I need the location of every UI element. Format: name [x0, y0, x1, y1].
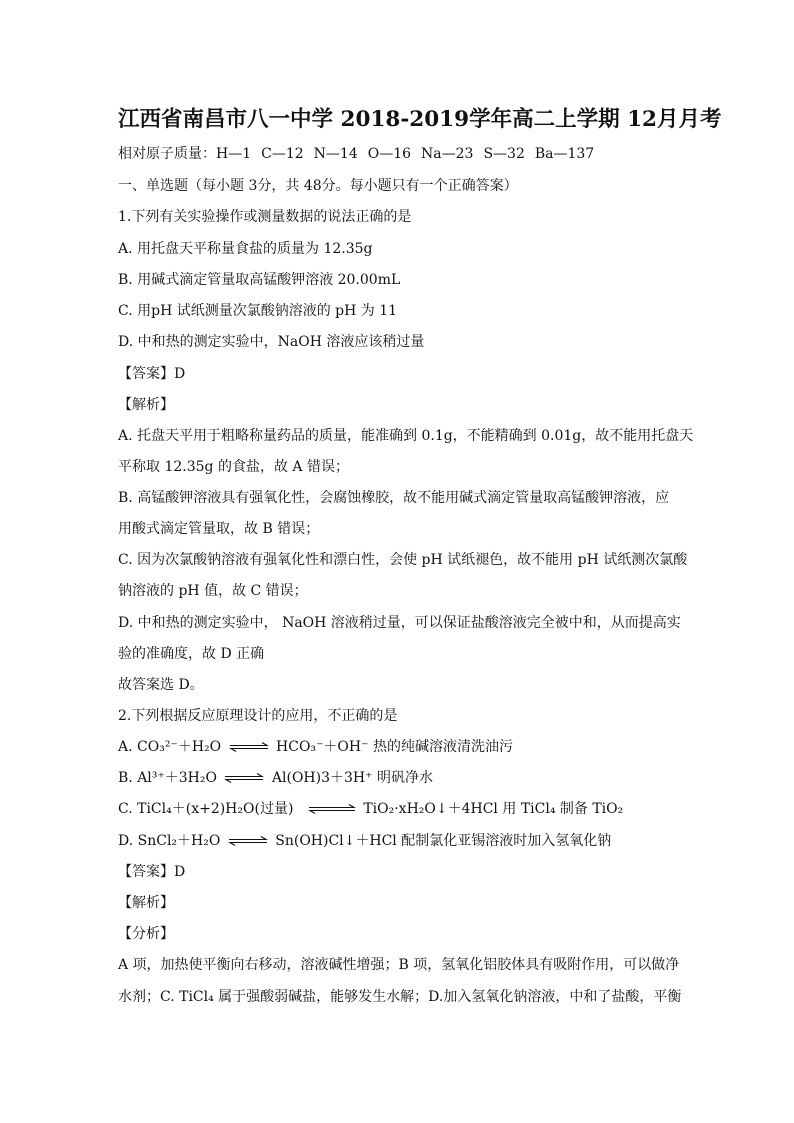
equilibrium-arrow-icon — [228, 836, 268, 846]
q2-option-c-products: TiO₂·xH₂O↓＋4HCl 用 TiCl₄ 制备 TiO₂ — [363, 801, 624, 817]
atomic-mass-ba: Ba—137 — [534, 146, 595, 162]
q1-analysis-heading: 【解析】 — [118, 397, 174, 413]
q2-option-c — [118, 800, 623, 818]
q2-option-d-products: Sn(OH)Cl↓＋HCl 配制氯化亚锡溶液时加入氢氧化钠 — [275, 833, 612, 849]
q2-option-c-reactants: C. TiCl₄＋(x+2)H₂O(过量) — [118, 801, 294, 817]
q2-option-b-reactants: B. Al³⁺＋3H₂O — [118, 770, 217, 786]
q2-option-b — [118, 769, 433, 787]
q2-option-a-reactants: A. CO₃²⁻＋H₂O — [118, 739, 222, 755]
q1-analysis-line: 钠溶液的 pH 值，故 C 错误； — [118, 583, 308, 599]
atomic-mass-o: O—16 — [367, 146, 412, 162]
q2-analysis-heading: 【解析】 — [118, 895, 174, 911]
q2-option-d — [118, 832, 611, 850]
q1-option-d: D. 中和热的测定实验中，NaOH 溶液应该稍过量 — [118, 334, 425, 350]
equilibrium-arrow-icon — [229, 742, 269, 752]
q1-analysis-line: A. 托盘天平用于粗略称量药品的质量，能准确到 0.1g，不能精确到 0.01g，故不能用托盘天 — [118, 428, 694, 444]
q2-option-a-products: HCO₃⁻＋OH⁻ 热的纯碱溶液清洗油污 — [276, 739, 513, 755]
section-heading: 一、单选题（每小题 3分，共 48分。每小题只有一个正确答案） — [118, 178, 518, 194]
q2-stem: 2.下列根据反应原理设计的应用，不正确的是 — [118, 708, 398, 724]
page-title: 江西省南昌市八一中学 2018-2019学年高二上学期 12月月考 — [118, 107, 722, 132]
q1-answer: 【答案】D — [118, 366, 186, 382]
equilibrium-arrow-icon — [308, 804, 356, 814]
q1-analysis-line: 用酸式滴定管量取，故 B 错误； — [118, 521, 320, 537]
atomic-mass-na: Na—23 — [421, 146, 474, 162]
q2-fenxi-line: 水剂；C. TiCl₄ 属于强酸弱碱盐，能够发生水解；D.加入氢氧化钠溶液，中和了盐酸，平衡 — [118, 989, 682, 1005]
atomic-mass-line — [118, 145, 604, 163]
atomic-mass-label: 相对原子质量： — [118, 146, 216, 162]
q1-conclusion: 故答案选 D。 — [118, 677, 204, 693]
atomic-mass-c: C—12 — [261, 146, 304, 162]
q1-analysis-line: D. 中和热的测定实验中， NaOH 溶液稍过量，可以保证盐酸溶液完全被中和，从而提高实 — [118, 615, 681, 631]
q1-option-b: B. 用碱式滴定管量取高锰酸钾溶液 20.00mL — [118, 272, 401, 288]
atomic-mass-n: N—14 — [313, 146, 358, 162]
q1-option-c: C. 用pH 试纸测量次氯酸钠溶液的 pH 为 11 — [118, 303, 398, 319]
q1-analysis-line: 平称取 12.35g 的食盐，故 A 错误； — [118, 459, 349, 475]
q2-option-d-reactants: D. SnCl₂＋H₂O — [118, 833, 221, 849]
q2-fenxi-heading: 【分析】 — [118, 926, 174, 942]
q2-fenxi-line: A 项，加热使平衡向右移动，溶液碱性增强；B 项，氢氧化铝胶体具有吸附作用，可以做净 — [118, 957, 680, 973]
q1-analysis-line: C. 因为次氯酸钠溶液有强氧化性和漂白性，会使 pH 试纸褪色，故不能用 pH 试纸测次氯酸 — [118, 552, 688, 568]
q2-option-a — [118, 738, 513, 756]
q2-option-b-products: Al(OH)3＋3H⁺ 明矾净水 — [271, 770, 433, 786]
q1-analysis-line: B. 高锰酸钾溶液具有强氧化性，会腐蚀橡胶，故不能用碱式滴定管量取高锰酸钾溶液，应 — [118, 490, 670, 506]
q1-analysis-line: 验的准确度，故 D 正确 — [118, 646, 265, 662]
equilibrium-arrow-icon — [224, 773, 264, 783]
q1-stem: 1.下列有关实验操作或测量数据的说法正确的是 — [118, 209, 412, 225]
atomic-mass-h: H—1 — [216, 146, 252, 162]
q2-answer: 【答案】D — [118, 864, 186, 880]
q1-option-a: A. 用托盘天平称量食盐的质量为 12.35g — [118, 241, 373, 257]
atomic-mass-s: S—32 — [483, 146, 525, 162]
